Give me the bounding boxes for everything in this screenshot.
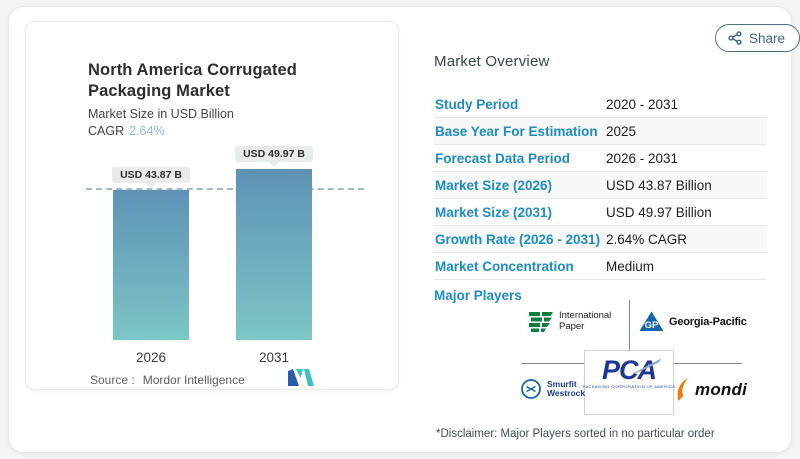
row-value: USD 49.97 Billion <box>606 204 712 220</box>
player-mondi <box>675 377 747 402</box>
bar-group-2031 <box>236 146 312 340</box>
source-attribution <box>90 373 245 387</box>
chart-title: North America Corrugated Packaging Market <box>88 61 297 100</box>
bar-2026 <box>113 190 189 340</box>
players-divider-vertical <box>629 300 630 351</box>
row-value: 2020 - 2031 <box>606 96 679 112</box>
player-georgia-pacific <box>639 311 747 332</box>
smurfit-westrock-logo-icon <box>520 378 542 400</box>
bar-chart <box>26 22 398 389</box>
bar-value-label-2026: USD 43.87 B <box>112 167 190 183</box>
chart-subtitle: Market Size in USD Billion <box>88 107 234 121</box>
svg-text:GP: GP <box>644 320 659 331</box>
row-label: Study Period <box>435 96 519 112</box>
row-label: Market Size (2026) <box>435 177 553 193</box>
bar-group-2026 <box>113 167 189 340</box>
player-smurfit-westrock <box>520 378 585 400</box>
row-value: 2026 - 2031 <box>606 150 679 166</box>
overview-heading: Market Overview <box>434 53 550 70</box>
source-value: Mordor Intelligence <box>142 373 245 387</box>
bar-2031 <box>236 169 312 340</box>
table-row <box>434 91 767 118</box>
georgia-pacific-logo-icon <box>639 311 664 332</box>
source-label: Source : <box>90 373 135 387</box>
row-value: 2025 <box>606 123 637 139</box>
cagr-label: CAGR <box>88 124 125 138</box>
table-row <box>434 226 767 253</box>
georgia-pacific-wordmark: Georgia-Pacific <box>669 315 747 328</box>
share-icon <box>728 31 742 45</box>
x-axis-label-2031: 2031 <box>258 350 290 365</box>
table-row <box>434 172 767 199</box>
table-row <box>434 199 767 226</box>
row-value: USD 43.87 Billion <box>606 177 712 193</box>
mordor-intelligence-logo-icon <box>288 369 314 386</box>
row-value: Medium <box>606 258 655 274</box>
row-label: Forecast Data Period <box>435 150 571 166</box>
x-axis-label-2026: 2026 <box>135 350 167 365</box>
mondi-wordmark: mondi <box>695 379 747 399</box>
label-pointer <box>146 183 156 188</box>
label-pointer <box>269 162 279 167</box>
share-button-label: Share <box>749 30 786 46</box>
table-row <box>434 253 767 280</box>
pca-feather-icon <box>632 358 662 374</box>
table-row <box>434 145 767 172</box>
table-row <box>434 118 767 145</box>
chart-card <box>25 21 399 390</box>
row-value: 2.64% CAGR <box>606 231 688 247</box>
mondi-flame-icon <box>675 377 690 402</box>
player-pca <box>582 355 676 389</box>
pca-wordmark: PCA <box>602 356 656 384</box>
international-paper-logo-icon <box>529 312 554 332</box>
overview-table <box>434 91 767 280</box>
row-label: Growth Rate (2026 - 2031) <box>435 231 601 247</box>
international-paper-wordmark: International Paper <box>559 310 612 332</box>
row-label: Base Year For Estimation <box>435 123 598 139</box>
pca-tagline: PACKAGING CORPORATION OF AMERICA <box>582 384 676 389</box>
bar-value-label-2031: USD 49.97 B <box>235 146 313 162</box>
player-international-paper <box>529 311 611 332</box>
smurfit-westrock-wordmark: Smurfit Westrock <box>547 378 586 398</box>
snapshot-card <box>8 6 792 453</box>
row-label: Market Concentration <box>435 258 574 274</box>
cagr-value: 2.64% <box>129 124 165 138</box>
row-label: Market Size (2031) <box>435 204 553 220</box>
players-disclaimer: *Disclaimer: Major Players sorted in no particular order <box>436 428 715 440</box>
major-players-label: Major Players <box>434 288 522 303</box>
share-button[interactable] <box>715 24 800 52</box>
